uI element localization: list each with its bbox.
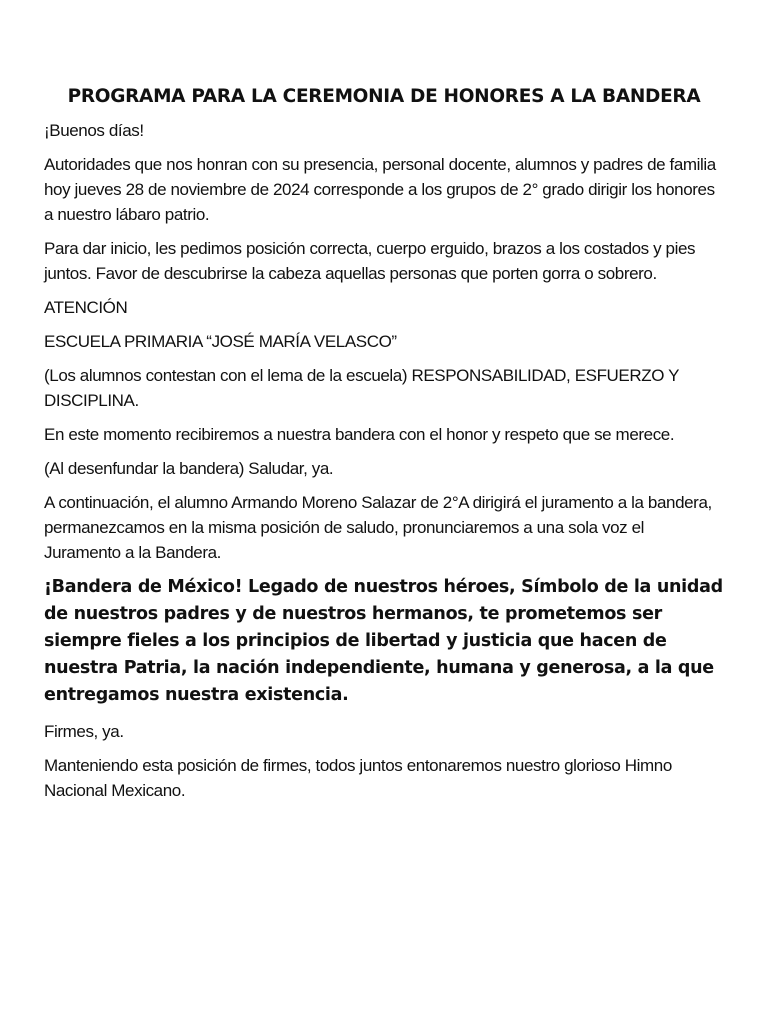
firm-command: Firmes, ya. bbox=[44, 722, 124, 741]
introduction-paragraph: Autoridades que nos honran con su presencia, personal docente, alumnos y padres de familia hoy jueves 28 de noviembre de 2024 corresponde a los grupos de 2° grado dirigir los honores a nuestro lábaro patrio. bbox=[44, 155, 716, 224]
anthem-paragraph: Manteniendo esta posición de firmes, todos juntos entonaremos nuestro glorioso Himno Nacional Mexicano. bbox=[44, 756, 672, 800]
posture-instructions-paragraph: Para dar inicio, les pedimos posición correcta, cuerpo erguido, brazos a los costados y pies juntos. Favor de descubrirse la cabeza aquellas personas que porten gorra o sobrero. bbox=[44, 239, 696, 283]
oath-introduction-paragraph: A continuación, el alumno Armando Moreno Salazar de 2°A dirigirá el juramento a la bandera, permanezcamos en la misma posición de saludo, pronunciaremos a una sola voz el Juramento a la Bandera. bbox=[44, 493, 712, 562]
attention-command: ATENCIÓN bbox=[44, 298, 128, 317]
document-title: PROGRAMA PARA LA CEREMONIA DE HONORES A LA BANDERA bbox=[67, 86, 701, 107]
school-motto-paragraph: (Los alumnos contestan con el lema de la escuela) RESPONSABILIDAD, ESFUERZO Y DISCIPLINA. bbox=[44, 366, 679, 410]
flag-reception-paragraph: En este momento recibiremos a nuestra bandera con el honor y respeto que se merece. bbox=[44, 425, 675, 444]
salute-command: (Al desenfundar la bandera) Saludar, ya. bbox=[44, 459, 334, 478]
document-page bbox=[44, 84, 724, 812]
flag-oath-text: ¡Bandera de México! Legado de nuestros héroes, Símbolo de la unidad de nuestros padres y de nuestros hermanos, te prometemos ser siempre fieles a los principios de libertad y justicia que hacen de nuestra Patria, la nación independiente, humana y generosa, a la que entregamos nuestra existencia. bbox=[44, 577, 723, 705]
greeting-paragraph: ¡Buenos días! bbox=[44, 121, 144, 140]
school-name-line: ESCUELA PRIMARIA “JOSÉ MARÍA VELASCO” bbox=[44, 332, 397, 351]
